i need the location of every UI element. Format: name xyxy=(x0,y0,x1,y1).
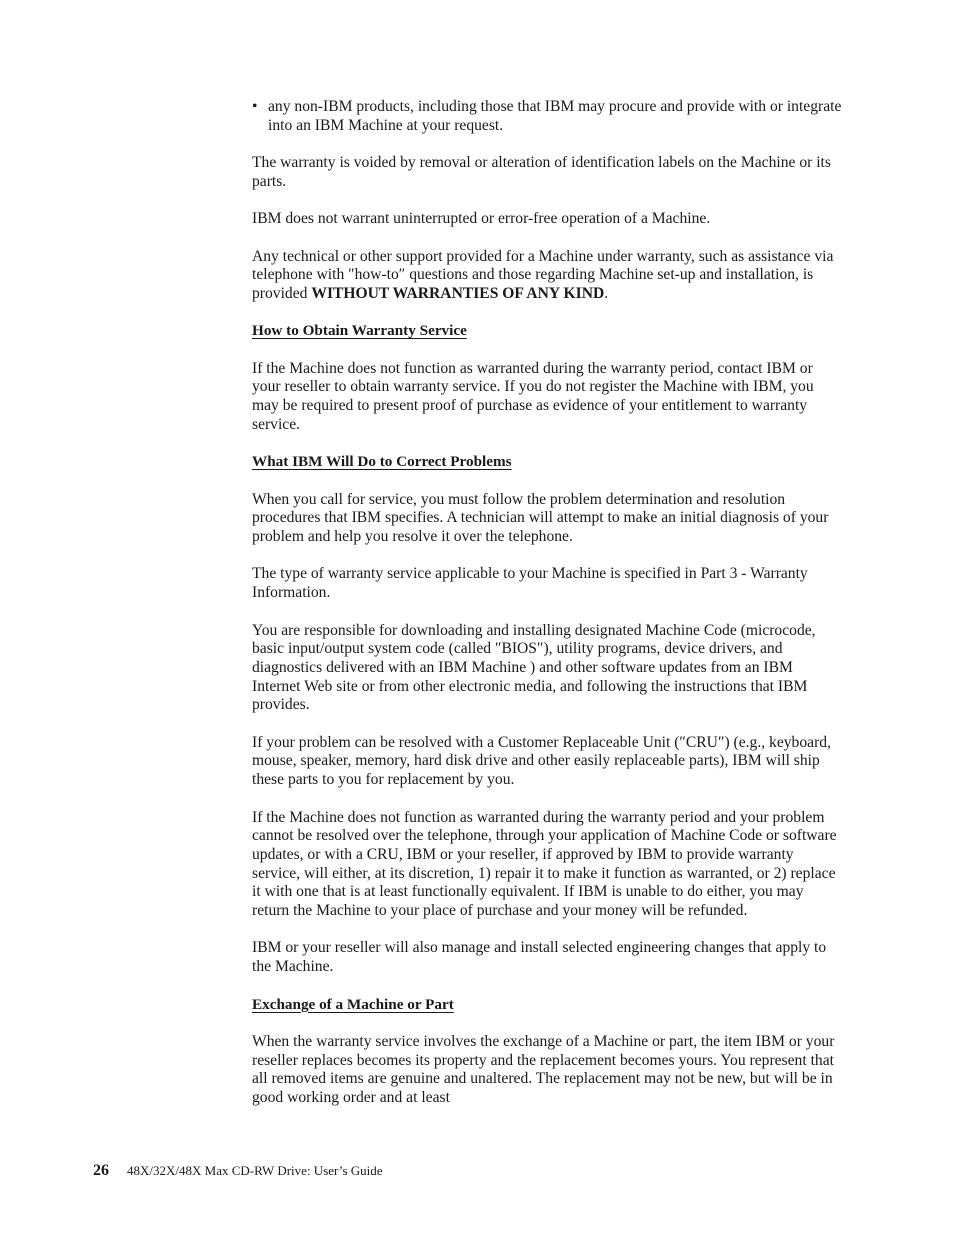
paragraph-exchange: When the warranty service involves the exchange of a Machine or part, the item IBM or your reseller replaces becomes its property and the replacement becomes yours. You represent that all removed items are genuine and unaltered. The replacement may not be new, but will be in good working order and at least xyxy=(252,1032,835,1107)
paragraph-technical-support-end: . xyxy=(604,284,609,302)
paragraph-technical-support-text: Any technical or other support provided for a Machine under warranty, such as assistance via telephone with ″how-to″ questions and those regarding Machine set-up and installation, is provided xyxy=(252,247,834,302)
page-footer xyxy=(93,1162,383,1180)
heading-obtain-warranty-service: How to Obtain Warranty Service xyxy=(252,322,467,340)
paragraph-call-for-service: When you call for service, you must follow the problem determination and resolution procedures that IBM specifies. A technician will attempt to make an initial diagnosis of your problem and help you resolve it over the telephone. xyxy=(252,490,829,546)
paragraph-contact-ibm: If the Machine does not function as warranted during the warranty period, contact IBM or your reseller to obtain warranty service. If you do not register the Machine with IBM, you may be required to present proof of purchase as evidence of your entitlement to warranty service. xyxy=(252,359,814,433)
paragraph-labels-voided: The warranty is voided by removal or alteration of identification labels on the Machine or its parts. xyxy=(252,154,831,190)
footer-title: 48X/32X/48X Max CD-RW Drive: User’s Guide xyxy=(127,1163,383,1178)
bullet-mark: • xyxy=(252,98,258,115)
paragraph-service-type: The type of warranty service applicable to your Machine is specified in Part 3 - Warranty Information. xyxy=(252,565,808,602)
paragraph-machine-code: You are responsible for downloading and installing designated Machine Code (microcode, basic input/output system code (called ″BIOS″), utility programs, device drivers, and diagnostics delivered with an IBM Machine ) and other software updates from an IBM Internet Web site or from other electronic media, and following the instructions that IBM provides. xyxy=(252,621,816,714)
page-number: 26 xyxy=(93,1162,109,1179)
paragraph-repair-replace: If the Machine does not function as warranted during the warranty period and your problem cannot be resolved over the telephone, through your application of Machine Code or software updates, or with a CRU, IBM or your reseller, if approved by IBM to provide warranty service, will either, at its discretion, 1) repair it to make it function as warranted, or 2) replace it with one that is at least functionally equivalent. If IBM is unable to do either, you may return the Machine to your place of purchase and your money will be refunded. xyxy=(252,808,837,920)
heading-exchange: Exchange of a Machine or Part xyxy=(252,995,454,1013)
without-warranties-emphasis: WITHOUT WARRANTIES OF ANY KIND xyxy=(311,284,605,302)
paragraph-engineering-changes: IBM or your reseller will also manage and install selected engineering changes that apply to the Machine. xyxy=(252,939,827,976)
heading-correct-problems: What IBM Will Do to Correct Problems xyxy=(252,453,512,471)
paragraph-technical-support xyxy=(252,248,844,304)
paragraph-cru: If your problem can be resolved with a Customer Replaceable Unit (″CRU″) (e.g., keyboard, mouse, speaker, memory, hard disk drive and other easily replaceable parts), IBM will ship these parts to you for replacement by you. xyxy=(252,733,831,789)
bullet-text: any non-IBM products, including those that IBM may procure and provide with or integrate into an IBM Machine at your request. xyxy=(268,98,842,134)
document-body xyxy=(252,98,844,1126)
paragraph-no-warranty-uninterrupted: IBM does not warrant uninterrupted or error-free operation of a Machine. xyxy=(252,210,711,228)
bullet-item xyxy=(252,98,844,135)
